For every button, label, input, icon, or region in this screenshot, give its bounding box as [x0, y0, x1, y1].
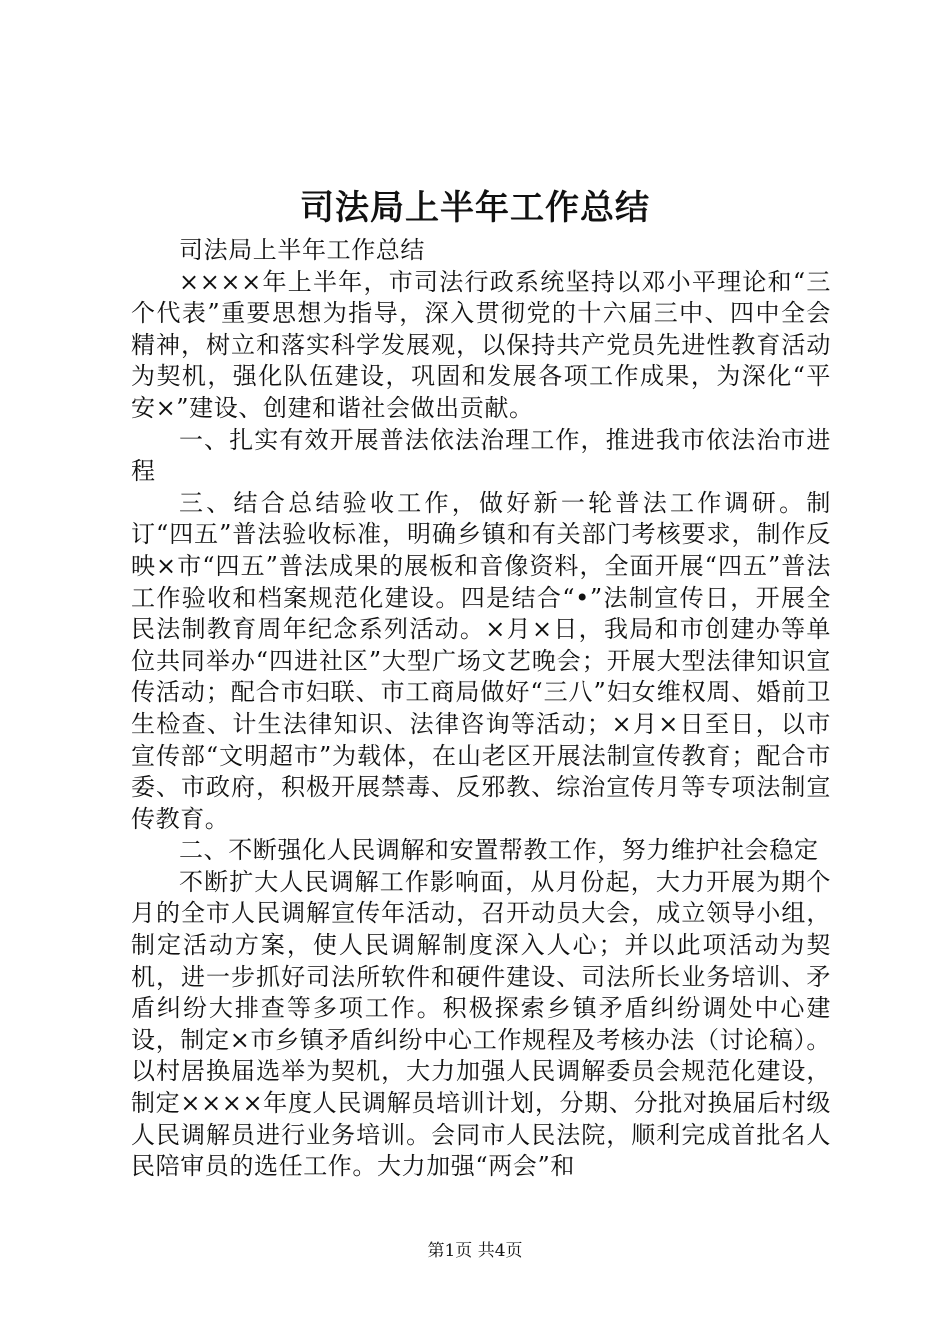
body-paragraph: 三、结合总结验收工作，做好新一轮普法工作调研。制订“四五”普法验收标准，明确乡镇和有关部门考核要求，制作反映×市“四五”普法成果的展板和音像资料，全面开展“四五”普法工作验收和档案规范化建设。四是结合“•”法制宣传日，开展全民法制教育周年纪念系列活动。×月×日，我局和市创建办等单位共同举办“四进社区”大型广场文艺晚会；开展大型法律知识宣传活动；配合市妇联、市工商局做好“三八”妇女维权周、婚前卫生检查、计生法律知识、法律咨询等活动；×月×日至日，以市宣传部“文明超市”为载体，在山老区开展法制宣传教育；配合市委、市政府，积极开展禁毒、反邪教、综治宣传月等专项法制宣传教育。: [131, 488, 831, 833]
body-paragraph: ××××年上半年，市司法行政系统坚持以邓小平理论和“三个代表”重要思想为指导，深入贯彻党的十六届三中、四中全会精神，树立和落实科学发展观，以保持共产党员先进性教育活动为契机，强化队伍建设，巩固和发展各项工作成果，为深化“平安×”建设、创建和谐社会做出贡献。: [131, 267, 831, 422]
body-paragraph: 不断扩大人民调解工作影响面，从月份起，大力开展为期个月的全市人民调解宣传年活动，召开动员大会，成立领导小组，制定活动方案，使人民调解制度深入人心；并以此项活动为契机，进一步抓好司法所软件和硬件建设、司法所长业务培训、矛盾纠纷大排查等多项工作。积极探索乡镇矛盾纠纷调处中心建设，制定×市乡镇矛盾纠纷中心工作规程及考核办法（讨论稿）。以村居换届选举为契机，大力加强人民调解委员会规范化建设，制定××××年度人民调解员培训计划，分期、分批对换届后村级人民调解员进行业务培训。会同市人民法院，顺利完成首批名人民陪审员的选任工作。大力加强“两会”和: [131, 867, 831, 1181]
document-title: 司法局上半年工作总结: [300, 188, 650, 228]
section-heading: 一、扎实有效开展普法依法治理工作，推进我市依法治市进程: [131, 425, 831, 486]
section-heading: 二、不断强化人民调解和安置帮教工作，努力维护社会稳定: [179, 836, 819, 865]
document-body: [131, 235, 831, 1183]
page-footer: 第1页 共4页: [427, 1241, 523, 1261]
body-paragraph: 司法局上半年工作总结: [179, 236, 425, 264]
